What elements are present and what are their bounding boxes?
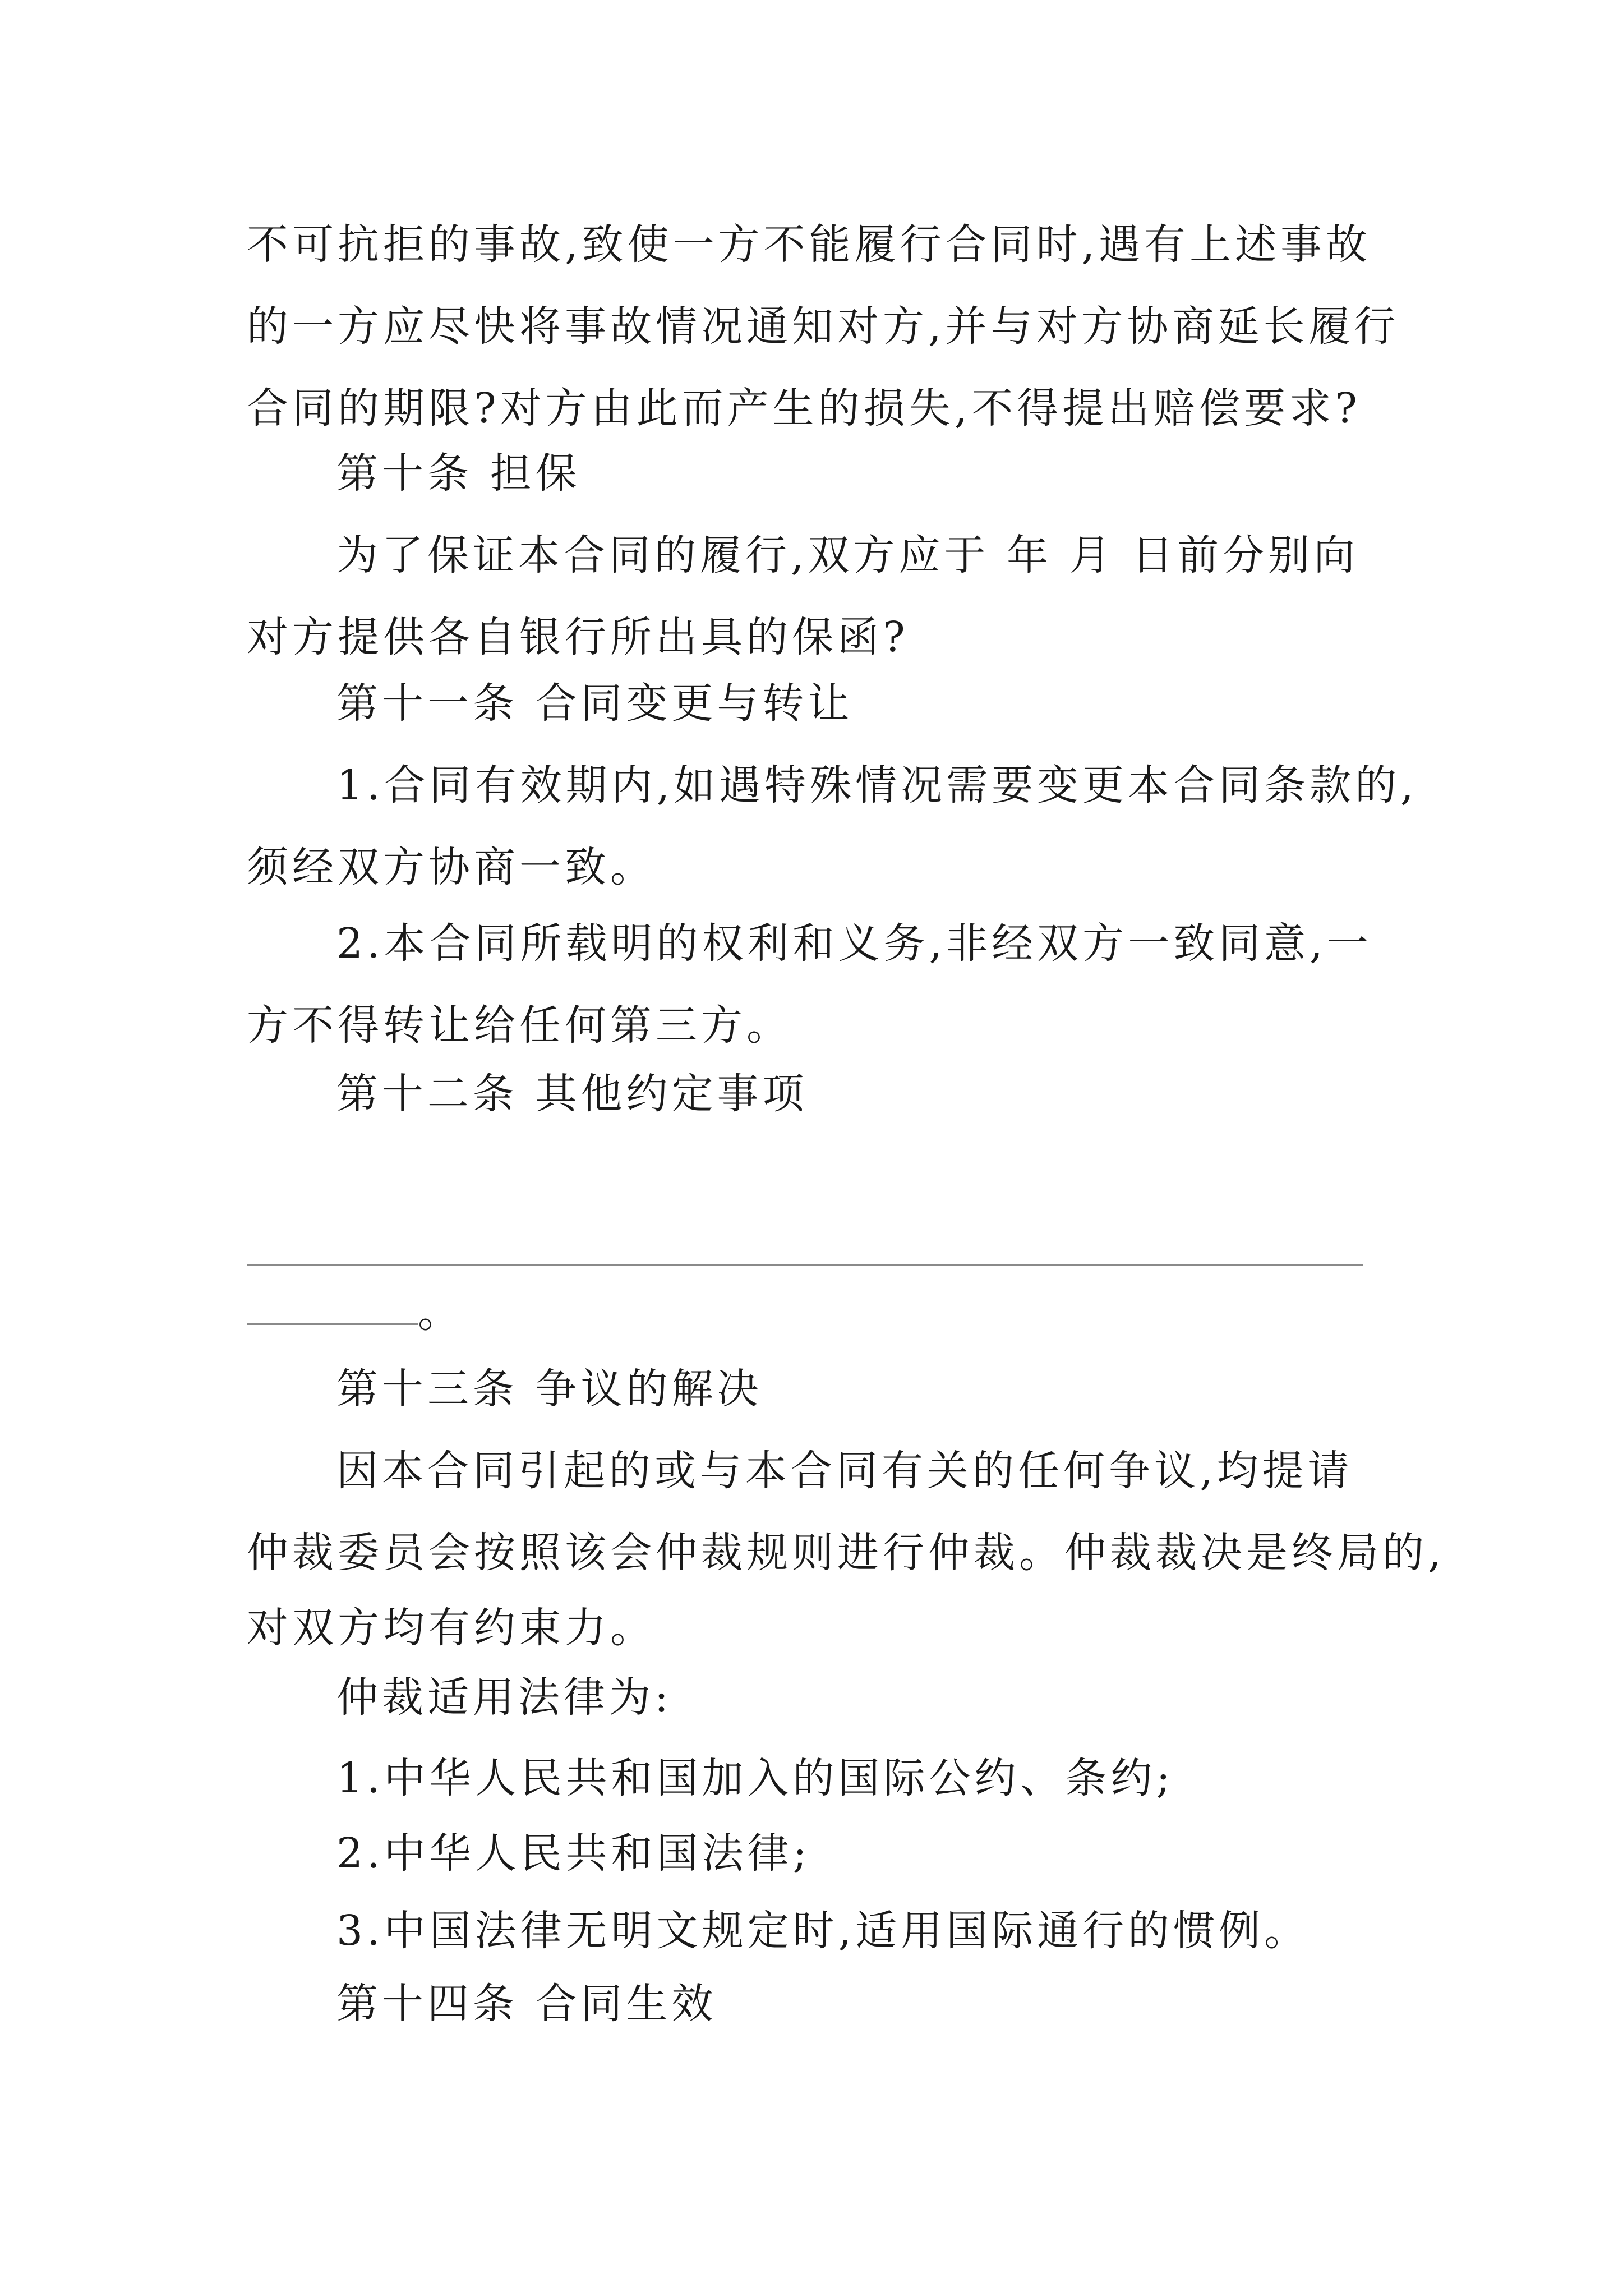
- paragraph-line: 对方提供各自银行所出具的保函?: [247, 613, 909, 661]
- paragraph-line: 2.本合同所载明的权利和义务,非经双方一致同意,一: [336, 919, 1372, 968]
- paragraph-line: 为了保证本合同的履行,双方应于 年 月 日前分别向: [336, 531, 1359, 579]
- article-11-heading: 第十一条 合同变更与转让: [336, 679, 854, 728]
- fill-in-period: 。: [418, 1289, 459, 1337]
- article-10-heading: 第十条 担保: [336, 449, 581, 498]
- article-13-heading: 第十三条 争议的解决: [336, 1365, 763, 1413]
- paragraph-line: 因本合同引起的或与本合同有关的任何争议,均提请: [336, 1447, 1353, 1495]
- paragraph-line: 须经双方协商一致。: [247, 843, 656, 891]
- list-item: 3.中国法律无明文规定时,适用国际通行的惯例。: [336, 1907, 1310, 1955]
- article-12-heading: 第十二条 其他约定事项: [336, 1070, 808, 1118]
- article-14-heading: 第十四条 合同生效: [336, 1980, 717, 2028]
- fill-in-short-rule: [247, 1323, 418, 1325]
- fill-in-rule: [247, 1264, 1363, 1266]
- paragraph-line: 仲裁适用法律为:: [336, 1673, 672, 1722]
- paragraph-line: 仲裁委员会按照该会仲裁规则进行仲裁。仲裁裁决是终局的,: [247, 1529, 1445, 1577]
- paragraph-line: 的一方应尽快将事故情况通知对方,并与对方协商延长履行: [247, 302, 1400, 351]
- paragraph-line: 不可抗拒的事故,致使一方不能履行合同时,遇有上述事故: [247, 220, 1372, 269]
- paragraph-line: 合同的期限?对方由此而产生的损失,不得提出赔偿要求?: [247, 384, 1361, 432]
- paragraph-line: 1.合同有效期内,如遇特殊情况需要变更本合同条款的,: [336, 761, 1418, 809]
- paragraph-line: 方不得转让给任何第三方。: [247, 1001, 792, 1050]
- paragraph-line: 对双方均有约束力。: [247, 1604, 656, 1652]
- list-item: 2.中华人民共和国法律;: [336, 1829, 811, 1878]
- fill-in-line-end: [247, 1285, 459, 1341]
- list-item: 1.中华人民共和国加入的国际公约、条约;: [336, 1754, 1174, 1802]
